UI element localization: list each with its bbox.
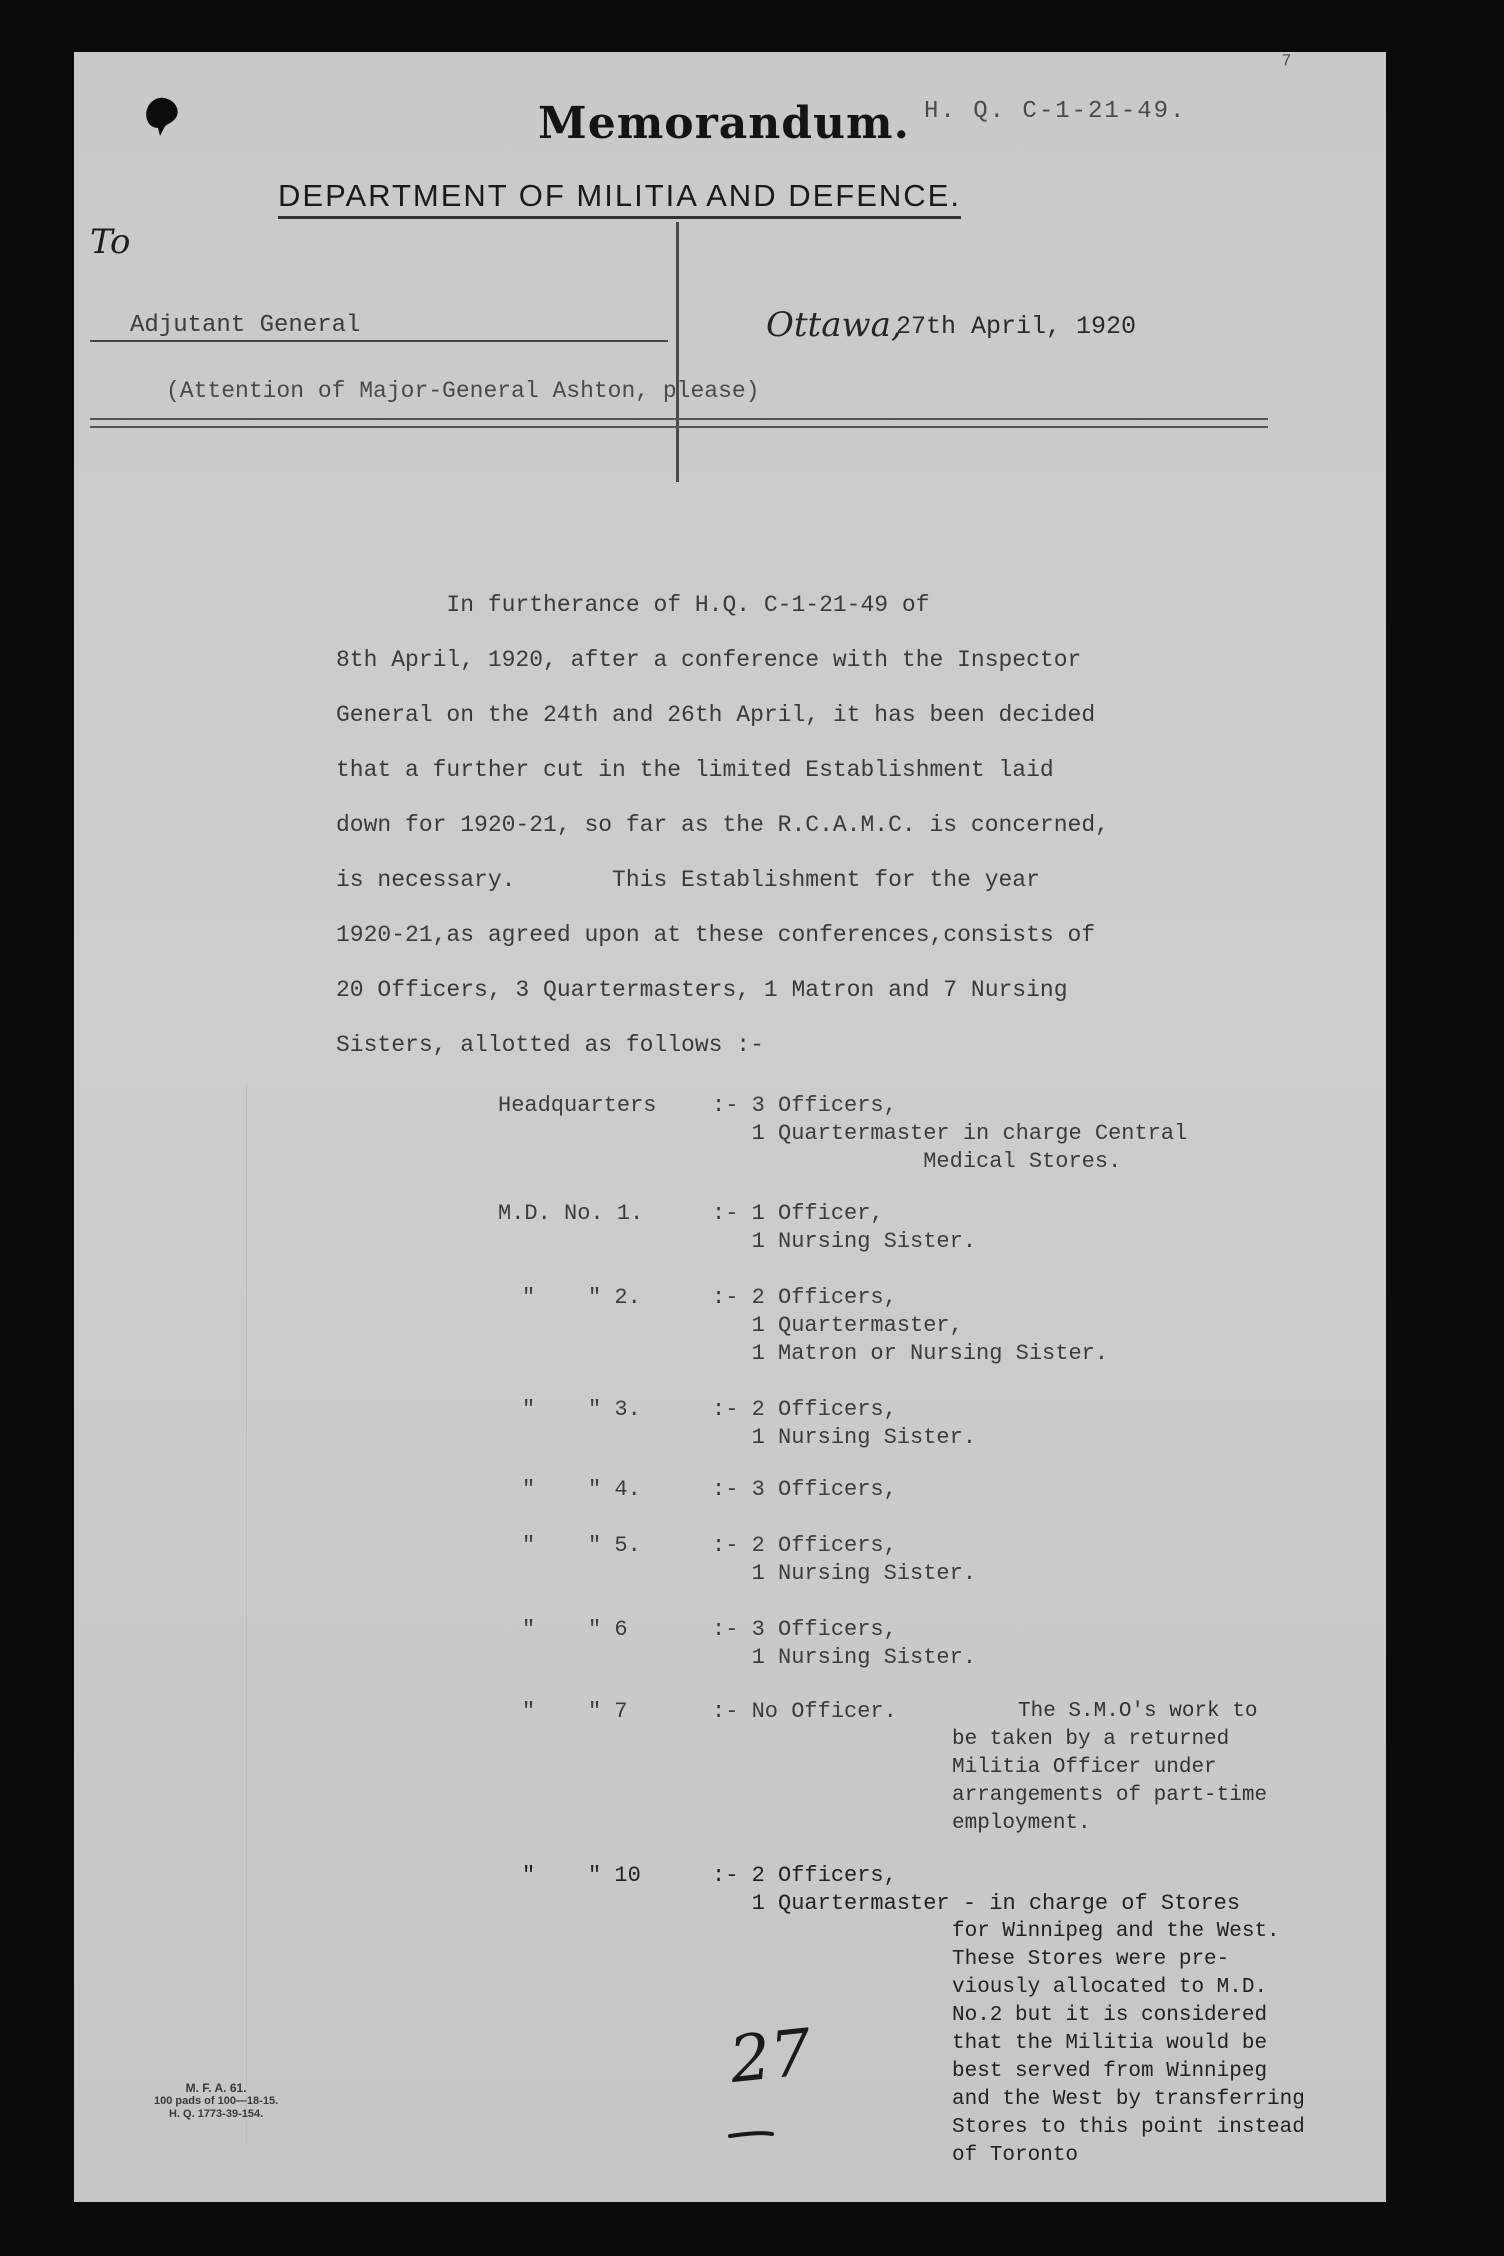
note-line: that the Militia would be (952, 2032, 1268, 2055)
allocation-line: 1 Nursing Sister. (712, 1645, 977, 1670)
body-line: 1920-21,as agreed upon at these conferences,consists of (336, 922, 1096, 948)
allocation-label-md10: " " 10 (522, 1863, 641, 1888)
body-line: 20 Officers, 3 Quartermasters, 1 Matron and 7 Nursing (336, 977, 1068, 1003)
note-line: The S.M.O's work to (1018, 1700, 1258, 1723)
footer-print-line: 100 pads of 100—18-15. (154, 2095, 279, 2107)
memo-body (336, 578, 1336, 1073)
allocation-detail-md7 (712, 1698, 897, 1726)
allocation-line: :- 3 Officers, (712, 1617, 897, 1642)
attention-line: (Attention of Major-General Ashton, please) (166, 378, 760, 404)
page-number-text: 27 (726, 2015, 816, 2099)
memo-date: 27th April, 1920 (896, 312, 1137, 341)
footer-form-number: M. F. A. 61. (185, 2081, 247, 2095)
allocation-line: :- 3 Officers, (712, 1093, 897, 1118)
body-line: that a further cut in the limited Establishment laid (336, 757, 1054, 783)
addressee: Adjutant General (130, 312, 361, 339)
header-rule (90, 418, 1268, 420)
note-line: be taken by a returned (952, 1728, 1230, 1751)
body-line: In furtherance of H.Q. C-1-21-49 of (336, 592, 930, 618)
ink-blot-mark (138, 92, 184, 138)
allocation-line: :- 2 Officers, (712, 1863, 897, 1888)
form-title: Memorandum. (538, 98, 910, 149)
underline-stroke (660, 2020, 810, 2150)
body-line: down for 1920-21, so far as the R.C.A.M.C. is concerned, (336, 812, 1109, 838)
allocation-detail-md1 (712, 1200, 976, 1256)
allocation-line: 1 Nursing Sister. (712, 1561, 977, 1586)
allocation-detail-hq (712, 1092, 1187, 1176)
note-line: and the West by transferring (952, 2088, 1305, 2111)
allocation-label-md7: " " 7 (522, 1699, 628, 1724)
allocation-line: :- 2 Officers, (712, 1533, 897, 1558)
note-line: No.2 but it is considered (952, 2004, 1268, 2027)
header-rule-second (90, 426, 1268, 428)
allocation-detail-md10 (712, 1862, 1240, 1918)
allocation-line: 1 Quartermaster in charge Central (712, 1121, 1188, 1146)
allocation-detail-md4 (712, 1476, 897, 1504)
allocation-line: :- 2 Officers, (712, 1397, 897, 1422)
allocation-line: 1 Nursing Sister. (712, 1229, 977, 1254)
body-line: Sisters, allotted as follows :- (336, 1032, 764, 1058)
allocation-detail-md5 (712, 1532, 976, 1588)
allocation-line: :- 1 Officer, (712, 1201, 884, 1226)
md10-note (952, 1918, 1305, 2170)
allocation-line: 1 Matron or Nursing Sister. (712, 1341, 1109, 1366)
reference-number: H. Q. C-1-21-49. (924, 98, 1187, 125)
corner-mark: ⁷ (1278, 52, 1295, 83)
allocation-line: 1 Quartermaster - in charge of Stores (712, 1891, 1241, 1916)
allocation-detail-md6 (712, 1616, 976, 1672)
place: Ottawa, (766, 305, 902, 345)
allocation-label-md3: " " 3. (522, 1397, 641, 1422)
body-line: General on the 24th and 26th April, it has been decided (336, 702, 1096, 728)
allocation-line: :- 3 Officers, (712, 1477, 897, 1502)
allocation-label-md4: " " 4. (522, 1477, 641, 1502)
allocation-line: :- No Officer. (712, 1699, 897, 1724)
md7-note (952, 1698, 1267, 1838)
note-line: for Winnipeg and the West. (952, 1920, 1280, 1943)
note-line: of Toronto (952, 2144, 1079, 2167)
header-divider (676, 222, 679, 482)
form-footer (154, 2082, 278, 2121)
allocation-label-hq: Headquarters (498, 1093, 657, 1118)
note-line: viously allocated to M.D. (952, 1976, 1268, 1999)
allocation-label-md2: " " 2. (522, 1285, 641, 1310)
footer-hq-line: H. Q. 1773-39-154. (168, 2108, 264, 2120)
note-line: arrangements of part-time (952, 1784, 1268, 1807)
note-line: best served from Winnipeg (952, 2060, 1268, 2083)
note-line: Stores to this point instead (952, 2116, 1305, 2139)
allocation-label-md6: " " 6 (522, 1617, 628, 1642)
allocation-label-md1: M.D. No. 1. (498, 1201, 644, 1226)
note-line: These Stores were pre- (952, 1948, 1230, 1971)
allocation-line: 1 Nursing Sister. (712, 1425, 977, 1450)
handwritten-page-number (660, 2015, 816, 2150)
body-line: is necessary. This Establishment for the year (336, 867, 1040, 893)
allocation-line: :- 2 Officers, (712, 1285, 897, 1310)
allocation-line: Medical Stores. (712, 1149, 1122, 1174)
note-line: Militia Officer under (952, 1756, 1217, 1779)
addressee-underline (90, 340, 668, 342)
allocation-detail-md3 (712, 1396, 976, 1452)
margin-line (246, 1084, 247, 2144)
body-line: 8th April, 1920, after a conference with the Inspector (336, 647, 1082, 673)
allocation-label-md5: " " 5. (522, 1533, 641, 1558)
allocation-line: 1 Quartermaster, (712, 1313, 963, 1338)
to-label: To (90, 222, 131, 262)
allocation-detail-md2 (712, 1284, 1108, 1368)
note-line: employment. (952, 1812, 1091, 1835)
department-heading: DEPARTMENT OF MILITIA AND DEFENCE. (278, 178, 961, 219)
